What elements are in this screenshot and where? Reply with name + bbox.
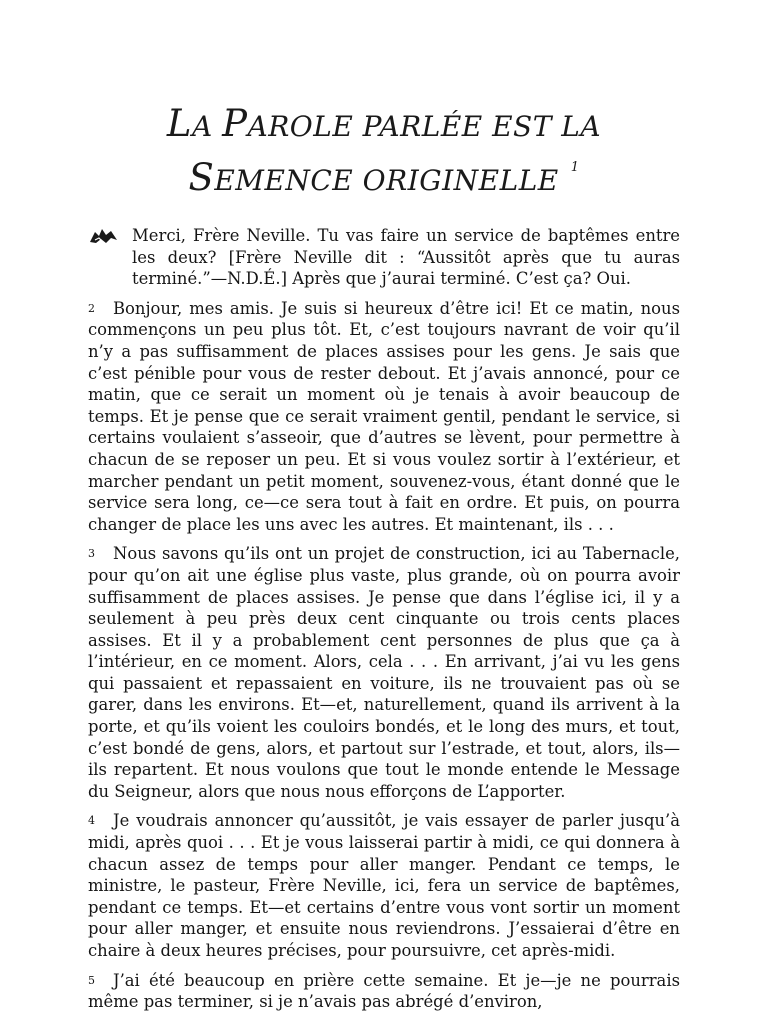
paragraph-5 bbox=[88, 970, 680, 1013]
sermon-title-line-1: LA PAROLE PARLÉE EST LA bbox=[166, 102, 602, 145]
paragraph-text: J’ai été beaucoup en prière cette semaine. Et je—je ne pourrais même pas terminer, si je n’avais pas abrégé d’environ, bbox=[88, 970, 680, 1012]
paragraph-text: Je voudrais annoncer qu’aussitôt, je vais essayer de parler jusqu’à midi, après quoi . . . Et je vous laisserai partir à midi, ce qui donnera à chacun assez de temps pour aller manger. Pendant ce temps, le ministre, le pasteur, Frère Neville, ici, fera un service de baptêmes, pendant ce temps. Et—et certains d’entre vous vont sortir un moment pour aller manger, et ensuite nous reviendrons. J’essaierai d’être en chaire à deux heures précises, pour poursuivre, cet après-midi. bbox=[88, 811, 680, 960]
paragraph-number: 4 bbox=[88, 814, 95, 828]
paragraph-2 bbox=[88, 298, 680, 536]
paragraph-text: Bonjour, mes amis. Je suis si heureux d’être ici! Et ce matin, nous commençons un peu plus tôt. Et, c’est toujours navrant de voir qu’il n’y a pas suffisamment de places assises pour les gens. Je sais que c’est pénible pour vous de rester debout. Et j’avais annoncé, pour ce matin, que ce serait un moment où je tenais à avoir beaucoup de temps. Et je pense que ce serait vraiment gentil, pendant le service, si certains voulaient s’asseoir, que d’autres se lèvent, pour permettre à chacun de se reposer un peu. Et si vous voulez sortir à l’extérieur, et marcher pendant un petit moment, souvenez-vous, étant donné que le service sera long, ce—ce sera tout à fait en ordre. Et puis, on pourra changer de place les uns avec les autres. Et maintenant, ils . . . bbox=[88, 298, 680, 534]
paragraph-1 bbox=[88, 225, 680, 290]
eagle-logo-icon bbox=[89, 227, 119, 245]
sermon-body bbox=[88, 225, 680, 1021]
paragraph-number: 3 bbox=[88, 547, 95, 561]
paragraph-text: Nous savons qu’ils ont un projet de construction, ici au Tabernacle, pour qu’on ait une église plus vaste, plus grande, où on pourra avoir suffisamment de places assises. Je pense que dans l’église ici, il y a seulement à peu près deux cent cinquante ou trois cents places assises. Et il y a probablement cent personnes de plus que ça à l’intérieur, en ce moment. Alors, cela . . . En arrivant, j’ai vu les gens qui passaient et repassaient en voiture, ils ne trouvaient pas où se garer, dans les environs. Et—et, naturellement, quand ils arrivent à la porte, et qu’ils voient les couloirs bondés, et le long des murs, et tout, c’est bondé de gens, alors, et partout sur l’estrade, et tout, alors, ils—ils repartent. Et nous voulons que tout le monde entende le Message du Seigneur, alors que nous nous efforçons de L’apporter. bbox=[88, 544, 680, 801]
paragraph-4 bbox=[88, 810, 680, 961]
paragraph-text: Merci, Frère Neville. Tu vas faire un service de baptêmes entre les deux? [Frère Neville dit : “Aussitôt après que tu auras terminé.”—N.D.É.] Après que j’aurai terminé. C’est ça? Oui. bbox=[132, 226, 680, 289]
paragraph-number: 2 bbox=[88, 301, 95, 315]
paragraph-number: 5 bbox=[88, 973, 95, 987]
sermon-title-line-2: SEMENCE ORIGINELLE $^1$ bbox=[188, 156, 580, 199]
footnote-ref: 1 bbox=[570, 160, 580, 175]
paragraph-3 bbox=[88, 543, 680, 802]
